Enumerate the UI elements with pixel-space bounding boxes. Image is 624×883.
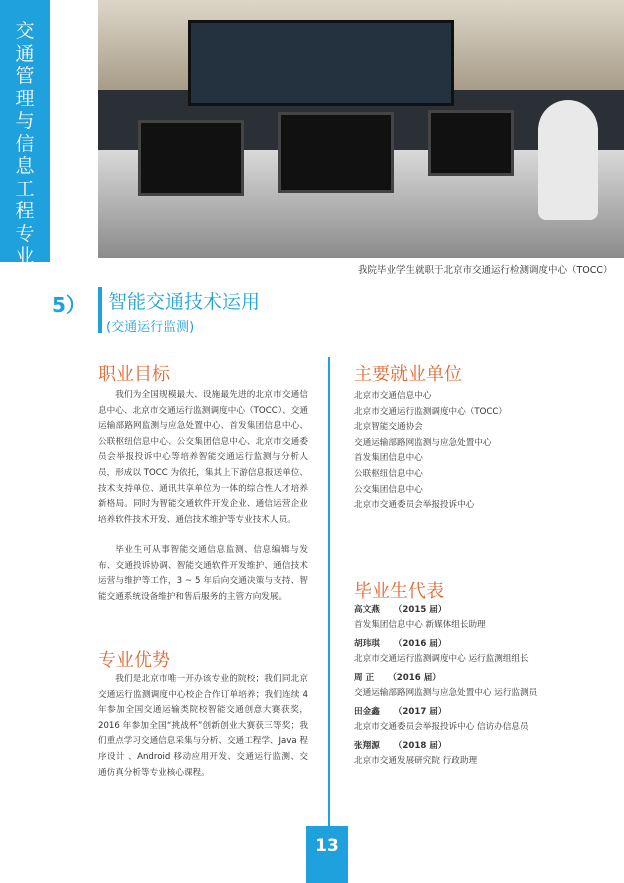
list-item: 公联枢纽信息中心 xyxy=(354,468,423,479)
list-item: 北京市交通委员会举报投诉中心 xyxy=(354,500,475,511)
alumni-item xyxy=(354,671,537,705)
control-room-photo xyxy=(98,0,624,258)
alumni-year: （2017 届） xyxy=(393,707,447,717)
alumni-name: 周 正 xyxy=(354,673,375,683)
photo-monitor xyxy=(278,112,394,193)
sidebar-title: 交通管理与信息工程专业群 xyxy=(15,20,35,290)
advantage-heading: 专业优势 xyxy=(98,650,170,671)
list-item: 北京智能交通协会 xyxy=(354,422,423,433)
section-subtitle: (交通运行监测) xyxy=(106,320,195,335)
alumni-job: 北京市交通发展研究院 行政助理 xyxy=(354,756,478,766)
list-item: 公交集团信息中心 xyxy=(354,484,423,495)
section-bar xyxy=(98,287,102,333)
column-divider xyxy=(328,357,330,827)
list-item: 北京市交通信息中心 xyxy=(354,391,432,401)
alumni-item xyxy=(354,705,537,739)
page-number: 13 xyxy=(315,836,339,856)
list-item: 交通运输部路网监测与应急处置中心 xyxy=(354,437,492,448)
alumni-item xyxy=(354,603,537,637)
alumni-name: 田金鑫 xyxy=(354,707,380,717)
career-goal-paragraph-2: 毕业生可从事智能交通信息监测、信息编辑与发布、交通投诉协调、智能交通软件开发维护、通信技术运营与维护等工作，3 ~ 5 年后向交通决策与支持、智能交通系统设备维护和售后服务的主管方向发展。 xyxy=(98,545,308,602)
alumni-job: 北京市交通委员会举报投诉中心 信访办信息员 xyxy=(354,722,529,732)
section-number: 5） xyxy=(52,293,86,317)
photo-operator xyxy=(538,100,598,220)
list-item: 首发集团信息中心 xyxy=(354,453,423,464)
career-goal-heading: 职业目标 xyxy=(98,364,170,385)
employers-heading: 主要就业单位 xyxy=(354,364,462,385)
list-item: 北京市交通运行监测调度中心（TOCC） xyxy=(354,406,507,417)
alumni-item xyxy=(354,739,537,773)
photo-monitor xyxy=(428,110,514,176)
alumni-heading: 毕业生代表 xyxy=(354,581,444,602)
alumni-name: 高文燕 xyxy=(354,605,380,615)
alumni-year: （2015 届） xyxy=(393,605,447,615)
career-goal-paragraph-1: 我们为全国规模最大、设施最先进的北京市交通信息中心、北京市交通运行监测调度中心（TOCC）、交通运输部路网监测与应急处置中心、首发集团信息中心、公联枢纽信息中心、公交集团信息中心、北京市交通委员会举报投诉中心等培养智能交通运行监测与分析人员，形成以 TOCC 为依托，集其上下游信息报送单位、技术支持单位、通讯共享单位为一体的综合性人才培养新格局。同时为智能交通软件开发企业、通信运营企业培养软件技术开发、通信技术维护等专业技术人员。 xyxy=(98,390,308,525)
alumni-name: 胡玮琪 xyxy=(354,639,380,649)
alumni-list xyxy=(354,603,537,773)
photo-caption: 我院毕业学生就职于北京市交通运行检测调度中心（TOCC） xyxy=(358,265,613,276)
alumni-name: 张翔源 xyxy=(354,741,380,751)
alumni-year: （2016 届） xyxy=(388,673,441,683)
alumni-job: 交通运输部路网监测与应急处置中心 运行监测员 xyxy=(354,688,538,698)
alumni-job: 首发集团信息中心 新媒体组长助理 xyxy=(354,620,486,630)
alumni-job: 北京市交通运行监测调度中心 运行监测组组长 xyxy=(354,654,529,664)
alumni-year: （2016 届） xyxy=(393,639,447,649)
alumni-year: （2018 届） xyxy=(393,741,447,751)
employers-list xyxy=(354,389,507,514)
section-title: 智能交通技术运用 xyxy=(108,291,261,313)
photo-monitor xyxy=(138,120,244,196)
alumni-item xyxy=(354,637,537,671)
photo-video-wall xyxy=(188,20,454,106)
advantage-paragraph: 我们是北京市唯一开办该专业的院校；我们同北京交通运行监测调度中心校企合作订单培养；我们连续 4 年参加全国交通运输类院校智能交通创意大赛获奖，2016 年参加全国“挑战杯”创新创业大赛获三等奖；我们重点学习交通信息采集与分析、交通工程学、Java 程序设计 、Android 移动应用开发、交通运行监测、交通仿真分析等专业核心课程。 xyxy=(98,674,308,778)
